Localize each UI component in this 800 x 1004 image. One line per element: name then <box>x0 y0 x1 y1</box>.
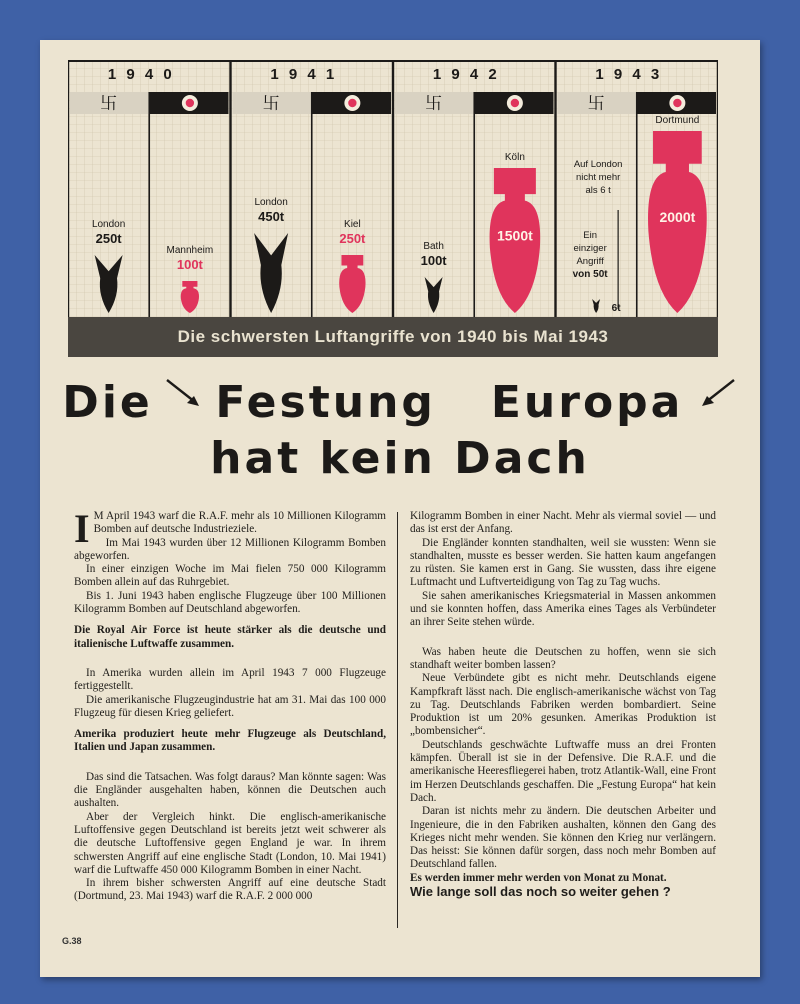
leaflet-sheet <box>40 40 760 977</box>
panel-note-6-1: einziger <box>573 243 607 254</box>
swastika-icon: 卐 <box>587 94 605 114</box>
panel-tonnage-7: 2000t <box>659 209 696 225</box>
raf-roundel-center <box>186 99 194 107</box>
panel-city-label-5: Köln <box>504 152 525 163</box>
left-paragraph-8: Aber der Vergleich hinkt. Die englisch-amerikanische Luftoffensive gegen Deutschland ist bereits jetzt weit schwerer als die deutsche Luftoffensive gegen England je war. In ihrem schwersten Angriff auf eine englische Stadt (London, 10. Mai 1941) warf die Luftwaffe 450 000 Kilogramm Bomben in einer Nacht. <box>74 810 386 876</box>
swastika-icon: 卐 <box>425 94 443 114</box>
raf-roundel-center <box>673 99 681 107</box>
headline <box>40 376 760 486</box>
panel-note-6-3: von 50t <box>572 269 608 280</box>
year-label-1940: 1 9 4 0 <box>107 66 175 83</box>
right-paragraph-6: Deutschlands geschwächte Luftwaffe muss an drei Fronten kämpfen. Überall ist sie in der Defensive. Die R.A.F. und die amerikanische Heeresfliegerei haben, trotz Atlantik-Wall, eine Front im Herzen Deutschlands geschaffen. Die „Festung Europa“ hat kein Dach. <box>410 738 717 804</box>
left-paragraph-6: Die amerikanische Flugzeugindustrie hat am 31. Mai das 100 000 Flugzeug für diesen Krieg geliefert. <box>74 693 386 719</box>
column-divider <box>397 512 398 928</box>
panel-city-label-6-2: als 6 t <box>585 185 611 196</box>
panel-city-label-6-0: Auf London <box>573 159 623 170</box>
panel-note-6-0: Ein <box>583 230 597 241</box>
arrow-down-right-icon <box>163 376 203 410</box>
right-paragraph-7: Daran ist nichts mehr zu ändern. Die deutschen Arbeiter und Ingenieure, die in den Fabriken aushalten, können den Gang des Krieges nicht mehr wenden. Sie können den Krieg nur verlängern. Das heisst: Sie können dafür sorgen, dass noch mehr Bomben auf Deutschland fallen. <box>410 805 716 871</box>
headline-line-1 <box>40 376 760 430</box>
panel-city-label-2: London <box>254 197 288 208</box>
raf-roundel-center <box>348 99 356 107</box>
swastika-icon: 卐 <box>100 94 118 114</box>
headline-word-die: Die <box>62 377 153 428</box>
right-column <box>410 510 716 898</box>
panel-city-label-3: Kiel <box>344 219 361 230</box>
right-paragraph-1: Kilogramm Bomben in einer Nacht. Mehr als viermal soviel — und das ist erst der Anfang. <box>410 510 716 536</box>
panel-city-label-0: London <box>91 219 126 230</box>
year-label-1941: 1 9 4 1 <box>270 66 338 83</box>
left-paragraph-3: In einer einzigen Woche im Mai fielen 750 000 Kilogramm Bomben allein auf das Ruhrgebiet. <box>74 563 386 589</box>
panel-tonnage-2: 450t <box>258 209 285 224</box>
panel-city-label-1: Mannheim <box>166 245 214 256</box>
swastika-icon: 卐 <box>262 94 280 114</box>
left-bold-statement-2: Amerika produziert heute mehr Flugzeuge als Deutschland, Italien und Japan zusammen. <box>74 728 386 754</box>
panel-city-label-7: Dortmund <box>655 115 700 126</box>
year-label-1942: 1 9 4 2 <box>432 66 500 83</box>
headline-word-europa: Europa <box>490 377 684 428</box>
right-paragraph-4: Was haben heute die Deutschen zu hoffen, wenn sie sich standhaft weiter bomben lassen? <box>410 645 716 671</box>
bombing-infographic <box>68 60 718 358</box>
panel-tonnage-0: 250t <box>95 231 122 246</box>
panel-city-label-4: Bath <box>423 241 444 252</box>
left-paragraph-4: Bis 1. Juni 1943 haben englische Flugzeuge über 100 Millionen Kilogramm Bomben auf Deutschland abgeworfen. <box>74 589 386 616</box>
left-paragraph-5: In Amerika wurden allein im April 1943 7 000 Flugzeuge fertiggestellt. <box>74 666 386 693</box>
panel-tonnage-4: 100t <box>420 253 447 268</box>
arrow-down-left-icon <box>698 376 738 410</box>
left-paragraph-1: M April 1943 warf die R.A.F. mehr als 10 Millionen Kilogramm Bomben auf deutsche Industrieziele. <box>93 510 386 536</box>
right-bold-statement: Es werden immer mehr werden von Monat zu Monat. <box>410 871 667 884</box>
headline-word-festung: Festung <box>215 377 436 428</box>
infographic-caption: Die schwersten Luftangriffe von 1940 bis Mai 1943 <box>68 317 718 357</box>
panel-note-6-2: Angriff <box>576 256 604 267</box>
drop-cap: I <box>74 506 90 551</box>
left-paragraph-7: Das sind die Tatsachen. Was folgt daraus? Man könnte sagen: Was die Engländer ausgehalten haben, können die Deutschen auch aushalten. <box>74 770 386 810</box>
panel-city-label-6-1: nicht mehr <box>575 172 621 183</box>
left-column <box>74 506 386 904</box>
leaflet-code: G.38 <box>62 936 82 946</box>
panel-tonnage-1: 100t <box>176 257 203 272</box>
headline-line-2: hat kein Dach <box>210 433 590 484</box>
left-paragraph-9: In ihrem bisher schwersten Angriff auf eine deutsche Stadt (Dortmund, 23. Mai 1943) warf die R.A.F. 2 000 000 <box>74 877 386 903</box>
year-label-1943: 1 9 4 3 <box>595 66 663 83</box>
right-paragraph-2: Die Engländer konnten standhalten, weil sie wussten: Wenn sie standhalten, musste es besser werden. Sie hatten kaum angefangen zu rüsten. Sie kamen erst in Gang. Sie wussten, dass ihre eigene Luftmacht und Luftverteidigung von Tag zu Tag wuchs. <box>410 536 716 589</box>
panel-tonnage-6: 6t <box>611 303 621 314</box>
left-bold-statement-1: Die Royal Air Force ist heute stärker als die deutsche und italienische Luftwaffe zusammen. <box>74 624 386 650</box>
left-paragraph-2: Im Mai 1943 wurden über 12 Millionen Kilogramm Bomben abgeworfen. <box>74 536 386 562</box>
closing-question: Wie lange soll das noch so weiter gehen ? <box>410 884 671 900</box>
right-paragraph-5: Neue Verbündete gibt es nicht mehr. Deutschlands eigene Kampfkraft lässt nach. Die englisch-amerikanische wächst von Tag zu Tag. Deutschlands Fabriken werden bombardiert. Seine Produktion ist um 20% gesunken. Amerikas Produktion ist „bombensicher“. <box>410 672 716 738</box>
panel-tonnage-3: 250t <box>339 231 366 246</box>
right-paragraph-3: Sie sahen amerikanisches Kriegsmaterial in Massen ankommen und sie konnten hoffen, dass Amerika eines Tages als Verbündeter an ihrer Seite stehen würde. <box>410 589 716 629</box>
raf-roundel-center <box>511 99 519 107</box>
panel-tonnage-5: 1500t <box>496 227 533 244</box>
